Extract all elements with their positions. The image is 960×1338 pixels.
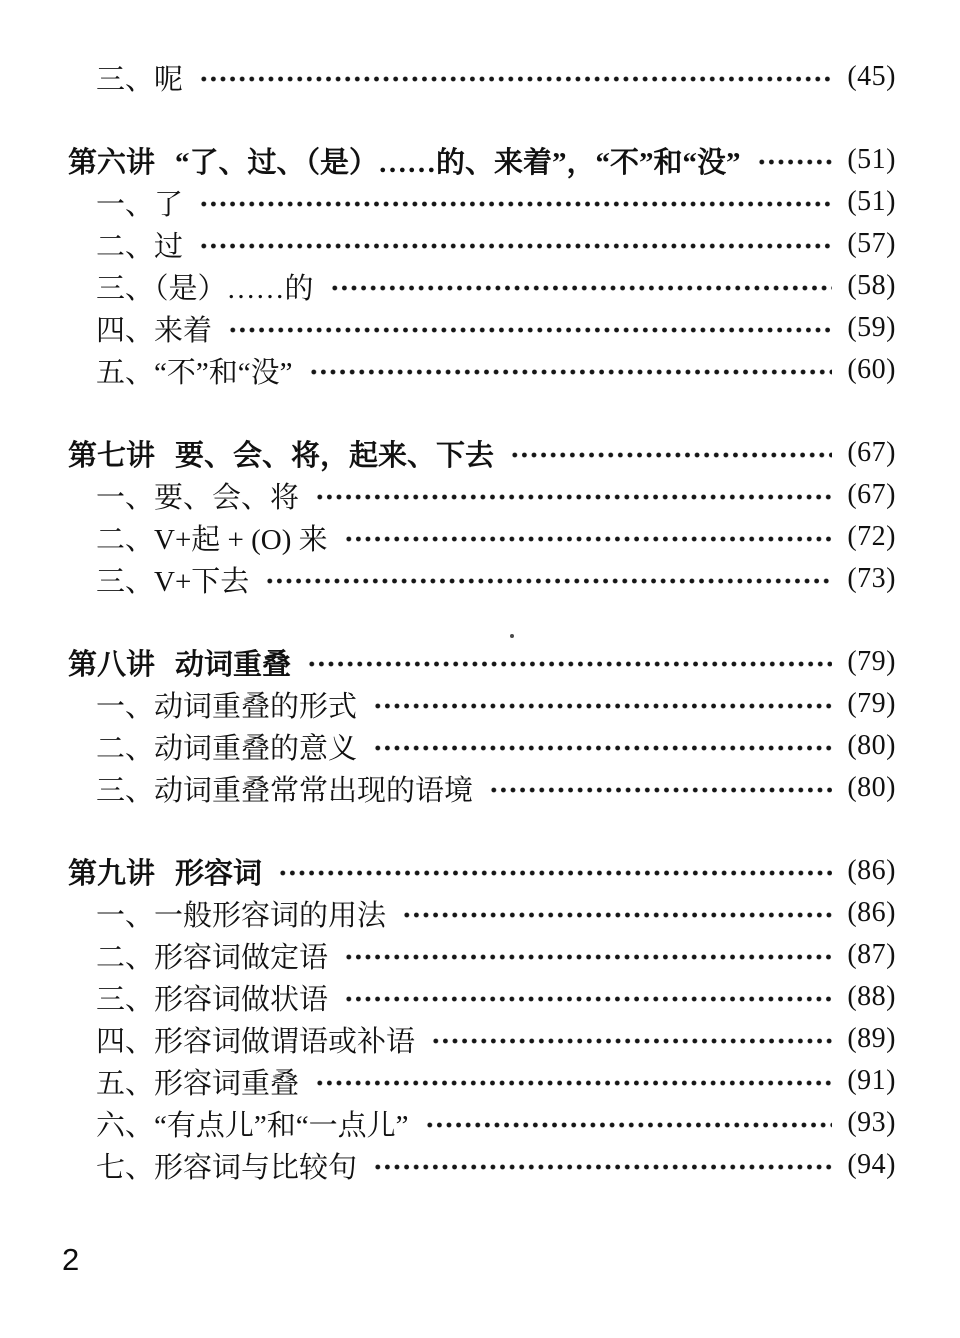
dot-leader	[429, 1018, 832, 1060]
toc-item-row	[96, 976, 896, 1018]
toc-entry-page: (58)	[847, 270, 896, 301]
toc-list	[68, 56, 896, 1186]
toc-item-label: 二、形容词做定语	[96, 941, 329, 974]
toc-entry-page: (80)	[847, 730, 896, 761]
toc-item-row	[96, 349, 896, 391]
dot-leader	[487, 767, 832, 809]
dot-leader	[328, 265, 832, 307]
toc-item-row	[96, 181, 896, 223]
toc-entry-page: (79)	[847, 646, 896, 677]
chapter-number: 第八讲	[68, 648, 156, 681]
toc-item-label: 四、来着	[96, 314, 213, 347]
dot-leader	[263, 558, 832, 600]
toc-entry-page: (60)	[847, 354, 896, 385]
toc-item-row	[96, 934, 896, 976]
toc-entry-page: (93)	[847, 1107, 896, 1138]
toc-entry-page: (72)	[847, 521, 896, 552]
dot-leader	[305, 641, 832, 683]
toc-item-label: 二、过	[96, 230, 184, 263]
toc-item-row	[96, 767, 896, 809]
dot-leader	[197, 181, 832, 223]
toc-entry-page: (67)	[847, 437, 896, 468]
dot-leader	[508, 432, 832, 474]
toc-item-label: 二、动词重叠的意义	[96, 732, 358, 765]
toc-chapter-row	[68, 641, 896, 683]
chapter-title: 动词重叠	[175, 648, 292, 681]
toc-chapter-row	[68, 139, 896, 181]
toc-item-label: 三、动词重叠常常出现的语境	[96, 774, 474, 807]
toc-item-label: 一、动词重叠的形式	[96, 690, 358, 723]
toc-item-label: 一、了	[96, 188, 184, 221]
dot-leader	[226, 307, 832, 349]
toc-item-row	[96, 474, 896, 516]
dot-leader	[197, 223, 832, 265]
toc-item-label: 三、形容词做状语	[96, 983, 329, 1016]
toc-item-row	[96, 1144, 896, 1186]
toc-item-row	[96, 725, 896, 767]
toc-item-label: 一、一般形容词的用法	[96, 899, 387, 932]
toc-item-label: 四、形容词做谓语或补语	[96, 1025, 416, 1058]
toc-entry-page: (89)	[847, 1023, 896, 1054]
toc-item-label: 五、形容词重叠	[96, 1067, 300, 1100]
chapter-title: 形容词	[175, 857, 263, 890]
toc-entry-page: (59)	[847, 312, 896, 343]
dot-leader	[423, 1102, 833, 1144]
dot-leader	[307, 349, 833, 391]
toc-item-label: 七、形容词与比较句	[96, 1151, 358, 1184]
toc-entry-page: (79)	[847, 688, 896, 719]
dot-leader	[342, 976, 832, 1018]
toc-item-row	[96, 1018, 896, 1060]
dot-leader	[342, 516, 832, 558]
toc-item-row	[96, 265, 896, 307]
toc-item-row	[96, 683, 896, 725]
dot-leader	[371, 683, 832, 725]
dot-leader	[371, 1144, 832, 1186]
dot-leader	[755, 139, 832, 181]
page-number: 2	[62, 1242, 80, 1277]
toc-entry-page: (51)	[847, 144, 896, 175]
toc-item-row	[96, 1102, 896, 1144]
toc-item-row	[96, 892, 896, 934]
toc-item-row	[96, 307, 896, 349]
toc-entry-page: (87)	[847, 939, 896, 970]
chapter-number: 第六讲	[68, 146, 156, 179]
toc-entry-page: (67)	[847, 479, 896, 510]
toc-entry-page: (73)	[847, 563, 896, 594]
toc-item-row	[96, 56, 896, 98]
toc-item-label: 三、呢	[96, 63, 184, 96]
toc-item-row	[96, 516, 896, 558]
toc-entry-page: (86)	[847, 897, 896, 928]
toc-item-row	[96, 558, 896, 600]
chapter-title: “了、过、（是）……的、来着”，“不”和“没”	[175, 146, 741, 179]
toc-entry-page: (51)	[847, 186, 896, 217]
dot-leader	[313, 474, 832, 516]
toc-entry-page: (86)	[847, 855, 896, 886]
chapter-number: 第九讲	[68, 857, 156, 890]
dot-leader	[342, 934, 832, 976]
toc-item-row	[96, 223, 896, 265]
dot-leader	[197, 56, 832, 98]
toc-entry-page: (94)	[847, 1149, 896, 1180]
toc-item-label: 二、V+起 + (O) 来	[96, 523, 328, 556]
toc-chapter-row	[68, 432, 896, 474]
toc-item-label: 一、要、会、将	[96, 481, 300, 514]
toc-item-label: 三、V+下去	[96, 565, 250, 598]
toc-entry-page: (57)	[847, 228, 896, 259]
dot-leader	[400, 892, 832, 934]
dot-leader	[276, 850, 832, 892]
toc-item-label: 三、（是）……的	[96, 272, 314, 305]
toc-entry-page: (88)	[847, 981, 896, 1012]
toc-entry-page: (91)	[847, 1065, 896, 1096]
toc-item-label: 六、“有点儿”和“一点儿”	[96, 1109, 409, 1142]
toc-item-row	[96, 1060, 896, 1102]
toc-entry-page: (80)	[847, 772, 896, 803]
scan-speck	[510, 634, 514, 638]
toc-entry-page: (45)	[847, 61, 896, 92]
toc-chapter-row	[68, 850, 896, 892]
dot-leader	[371, 725, 832, 767]
toc-item-label: 五、“不”和“没”	[96, 356, 293, 389]
dot-leader	[313, 1060, 832, 1102]
chapter-title: 要、会、将，起来、下去	[175, 439, 495, 472]
chapter-number: 第七讲	[68, 439, 156, 472]
